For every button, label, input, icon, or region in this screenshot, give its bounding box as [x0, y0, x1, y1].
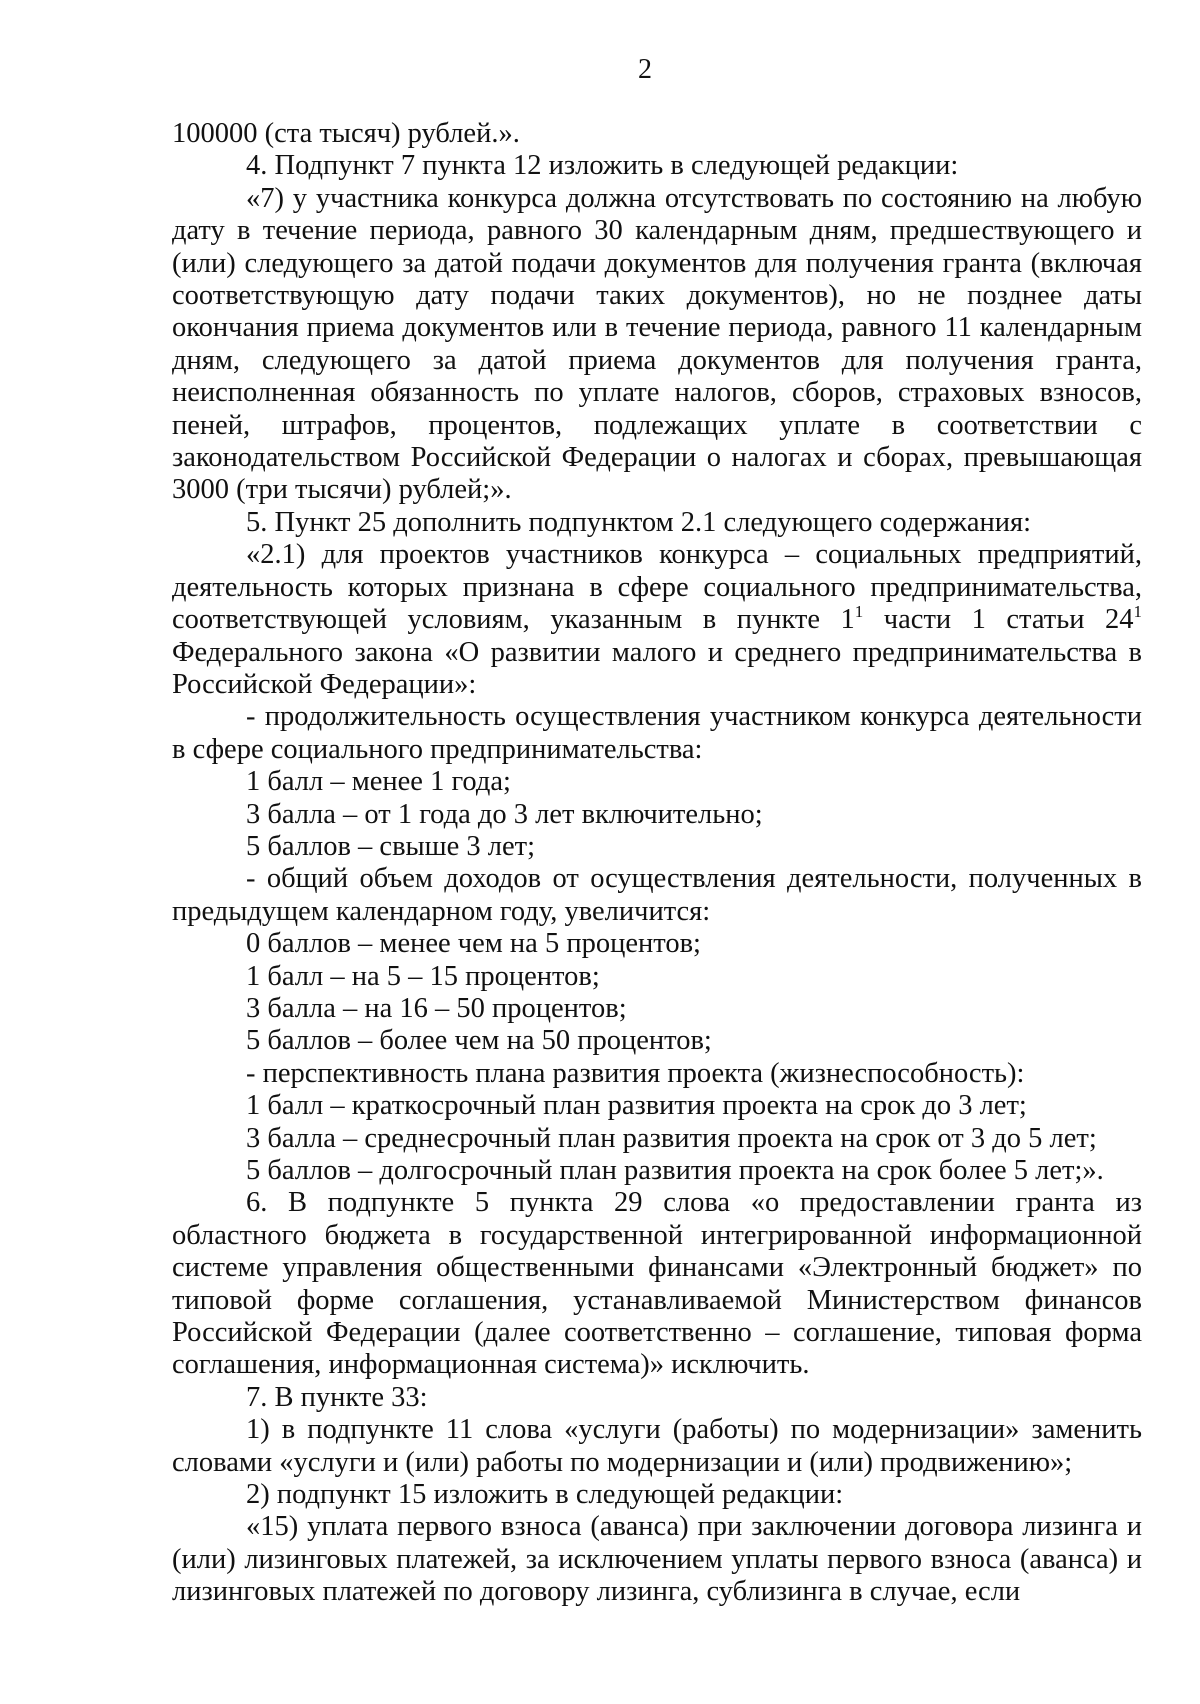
paragraph-10: - общий объем доходов от осуществления деятельности, полученных в предыдущем календарном году, увеличится: — [172, 863, 1142, 927]
superscript-1: 1 — [854, 602, 864, 622]
paragraph-13: 3 балла – на 16 – 50 процентов; — [246, 992, 627, 1024]
paragraph-19: 6. В подпункте 5 пункта 29 слова «о предоставлении гранта из областного бюджета в государственной интегрированной информационной системе управления общественными финансами «Электронный бюджет» по типовой форме соглашения, устанавливаемой Министерством финансов Российской Федерации (далее соответственно – соглашение, типовая форма соглашения, информационная система)» исключить. — [172, 1187, 1142, 1381]
paragraph-1: 100000 (ста тысяч) рублей.». — [172, 118, 520, 149]
paragraph-23: «15) уплата первого взноса (аванса) при заключении договора лизинга и (или) лизинговых платежей, за исключением уплаты первого взноса (аванса) и лизинговых платежей по договору лизинга, сублизинга в случае, если — [172, 1511, 1142, 1608]
paragraph-6: - продолжительность осуществления участником конкурса деятельности в сфере социального предпринимательства: — [172, 701, 1142, 765]
paragraph-5 — [172, 539, 1142, 701]
paragraph-11: 0 баллов – менее чем на 5 процентов; — [246, 928, 701, 960]
paragraph-5-part-2: части 1 статьи 24 — [863, 604, 1134, 636]
paragraph-16: 1 балл – краткосрочный план развития проекта на срок до 3 лет; — [246, 1090, 1027, 1122]
page-number: 2 — [638, 54, 652, 85]
document-body — [172, 118, 1142, 1609]
paragraph-5-part-1: «2.1) для проектов участников конкурса – социальных предприятий, деятельность которых признана в сфере социального предпринимательства, соответствующей условиям, указанным в пункте 1 — [172, 539, 1142, 636]
paragraph-14: 5 баллов – более чем на 50 процентов; — [246, 1025, 712, 1057]
paragraph-2: 4. Подпункт 7 пункта 12 изложить в следующей редакции: — [246, 150, 959, 182]
paragraph-8: 3 балла – от 1 года до 3 лет включительно; — [246, 798, 763, 830]
paragraph-15: - перспективность плана развития проекта (жизнеспособность): — [246, 1057, 1025, 1089]
paragraph-20: 7. В пункте 33: — [246, 1381, 428, 1413]
paragraph-18: 5 баллов – долгосрочный план развития проекта на срок более 5 лет;». — [246, 1155, 1104, 1186]
paragraph-22: 2) подпункт 15 изложить в следующей редакции: — [246, 1479, 844, 1511]
paragraph-17: 3 балла – среднесрочный план развития проекта на срок от 3 до 5 лет; — [246, 1122, 1097, 1154]
paragraph-7: 1 балл – менее 1 года; — [246, 766, 511, 798]
paragraph-9: 5 баллов – свыше 3 лет; — [246, 830, 536, 862]
paragraph-3: «7) у участника конкурса должна отсутствовать по состоянию на любую дату в течение периода, равного 30 календарным дням, предшествующего и (или) следующего за датой подачи документов для получения гранта (включая соответствующую дату подачи таких документов), но не позднее даты окончания приема документов или в течение периода, равного 11 календарным дням, следующего за датой приема документов для получения гранта, неисполненная обязанность по уплате налогов, сборов, страховых взносов, пеней, штрафов, процентов, подлежащих уплате в соответствии с законодательством Российской Федерации о налогах и сборах, превышающая 3000 (три тысячи) рублей;». — [172, 182, 1142, 506]
paragraph-5-part-3: Федерального закона «О развитии малого и среднего предпринимательства в Российской Федерации»: — [172, 636, 1142, 700]
paragraph-21: 1) в подпункте 11 слова «услуги (работы) по модернизации» заменить словами «услуги и (или) работы по модернизации и (или) продвижению»; — [172, 1414, 1142, 1478]
paragraph-4: 5. Пункт 25 дополнить подпунктом 2.1 следующего содержания: — [246, 506, 1032, 538]
paragraph-12: 1 балл – на 5 – 15 процентов; — [246, 960, 600, 992]
superscript-2: 1 — [1133, 602, 1142, 622]
